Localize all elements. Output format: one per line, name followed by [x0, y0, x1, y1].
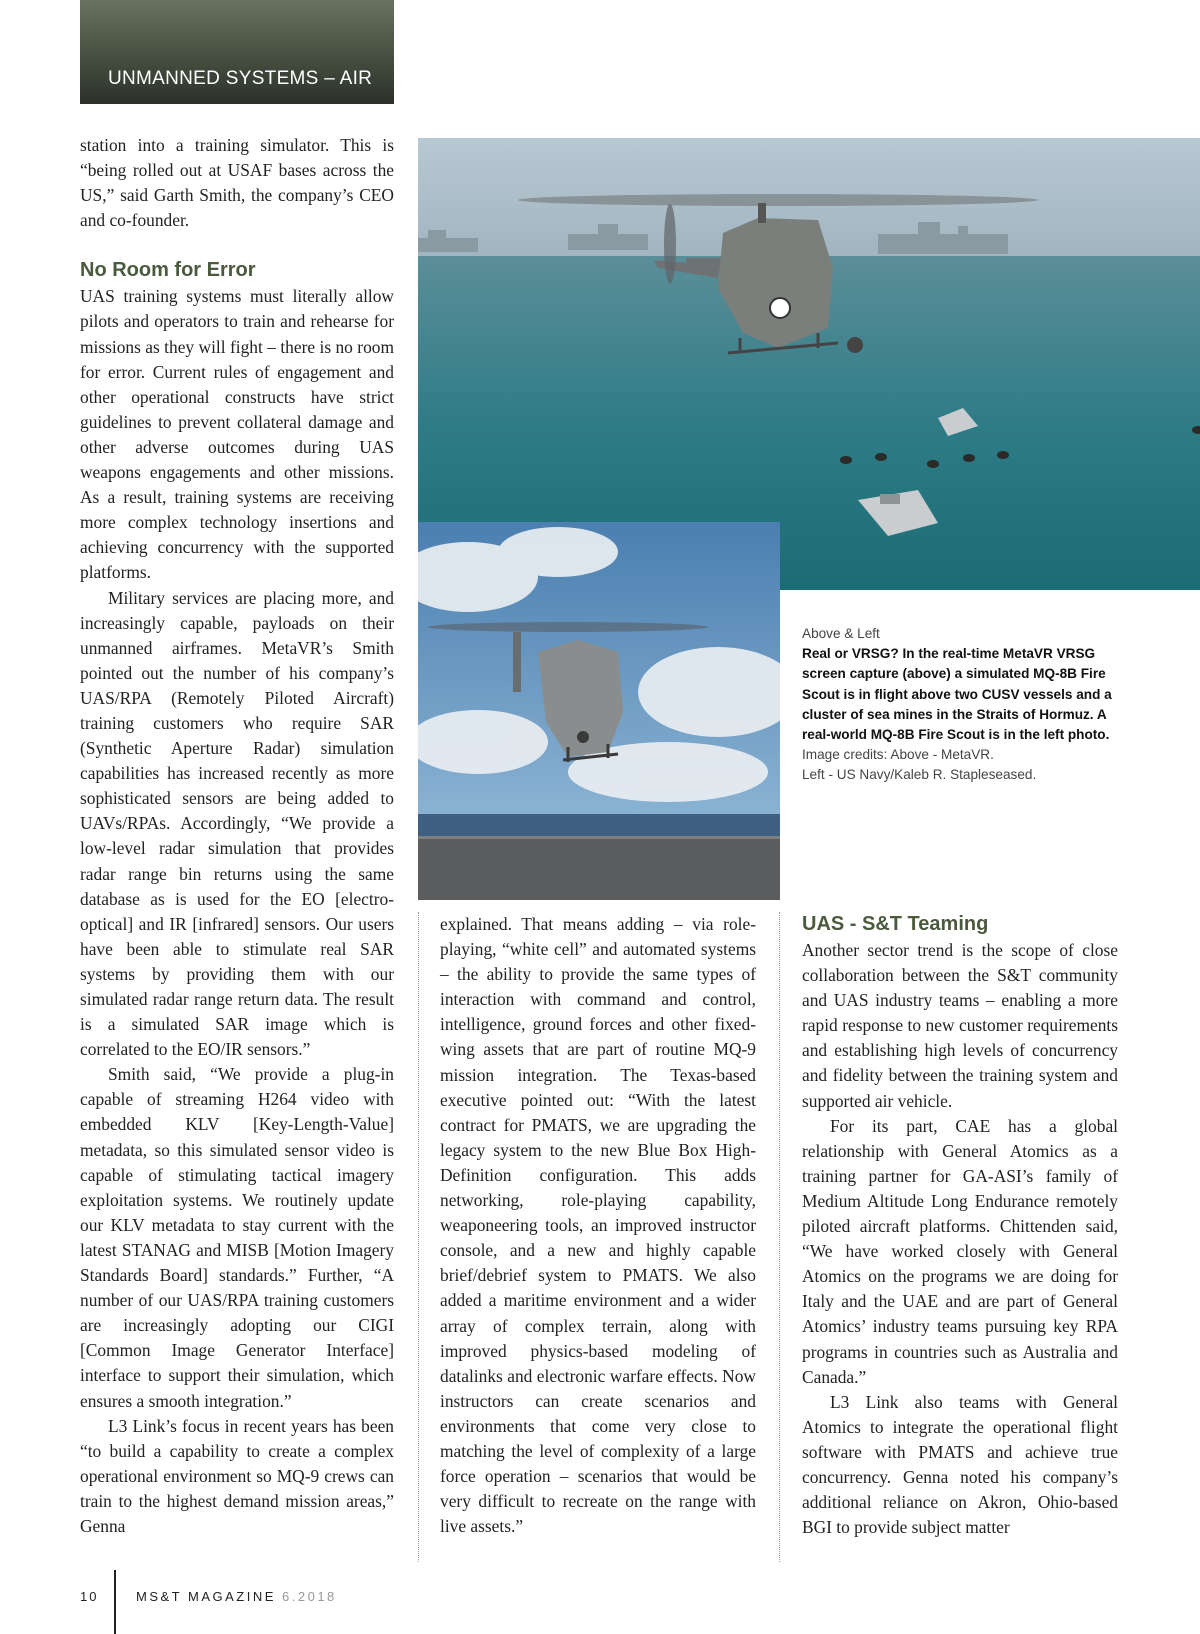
body-paragraph: UAS training systems must literally allow pilots and operators to train and rehearse for missions as they will fight – there is no room for error. Current rules of engagement and other operational constructs have strict guidelines to prevent collateral damage and other adverse outcomes during UAS weapons engagements and other missions. As a result, training systems are receiving more complex technology insertions and achieving concurrency with the supported platforms. [80, 286, 394, 583]
column-divider-right [779, 912, 780, 1562]
body-paragraph: L3 Link also teams with General Atomics to integrate the operational flight software with PMATS and achieve true concurrency. Genna noted his company’s additional reliance on Akron, Ohio-based BGI to provide subject matter [802, 1391, 1118, 1538]
column-divider-left [418, 912, 419, 1562]
left-column [80, 133, 394, 1539]
body-paragraph: Military services are placing more, and increasingly capable, payloads on their unmanned airframes. MetaVR’s Smith pointed out the number of his company’s UAS/RPA (Remotely Piloted Aircraft) training customers who require SAR (Synthetic Aperture Radar) simulation capabilities has increased recently as more sophisticated sensors are being added to UAVs/RPAs. Accordingly, “We provide a low-level radar simulation that provides radar range bin returns using the same database as is used for the EO [electro-optical] and IR [infrared] sensors. Our users have been able to stimulate real SAR systems by providing them with our simulated radar range return data. The result is a simulated SAR image which is correlated to the EO/IR sensors.” [80, 587, 394, 1060]
photo-real-fire-scout [418, 522, 780, 900]
ship-deck [418, 836, 780, 900]
heading-uas-st-teaming: UAS - S&T Teaming [802, 913, 989, 935]
caption-label: Above & Left [802, 626, 880, 641]
intro-paragraph: station into a training simulator. This is “being rolled out at USAF bases across the US,” said Garth Smith, the company’s CEO and co-founder. [80, 135, 394, 231]
caption-credit: Left - US Navy/Kaleb R. Stapleseased. [802, 767, 1037, 783]
body-paragraph: explained. That means adding – via role-playing, “white cell” and automated systems – the ability to provide the same types of interaction with command and control, intelligence, ground forces and other fixed-wing assets that are part of routine MQ-9 mission integration. The Texas-based executive pointed out: “With the latest contract for PMATS, we are upgrading the legacy system to the new Blue Box High-Definition configuration. This adds networking, role-playing capability, weaponeering tools, an improved instructor console, and a new and highly capable brief/debrief system to PMATS. We also added a maritime environment and a wider array of complex terrain, along with improved physics-based modeling of datalinks and electronic warfare effects. Now instructors can create scenarios and environments that come very close to matching the level of complexity of a large force operation – scenarios that would be very difficult to recreate on the range with live assets.” [440, 914, 756, 1537]
section-label: UNMANNED SYSTEMS – AIR [108, 68, 373, 89]
magazine-title: MS&T MAGAZINE [136, 1589, 276, 1604]
page-number: 10 [80, 1589, 99, 1604]
heading-no-room-for-error: No Room for Error [80, 259, 256, 282]
body-paragraph: Smith said, “We provide a plug-in capable of streaming H264 video with embedded KLV [Key-Length-Value] metadata, so this simulated sensor video is capable of stimulating tactical imagery exploitation systems. We routinely update our KLV metadata to stay current with the latest STANAG and MISB [Motion Imagery Standards Board] standards.” Further, “A number of our UAS/RPA training customers are increasingly adopting our CIGI [Common Image Generator Interface] interface to support their simulation, which ensures a smooth integration.” [80, 1064, 394, 1411]
footer-divider [114, 1570, 116, 1634]
photo-caption [802, 624, 1118, 786]
magazine-issue: 6.2018 [282, 1589, 337, 1604]
middle-column [440, 912, 756, 1539]
caption-credit: Image credits: Above - MetaVR. [802, 747, 994, 763]
magazine-name [136, 1589, 337, 1604]
caption-body: Real or VRSG? In the real-time MetaVR VRSG screen capture (above) a simulated MQ-8B Fire Scout is in flight above two CUSV vessels and a cluster of sea mines in the Straits of Hormuz. A real-world MQ-8B Fire Scout is in the left photo. [802, 646, 1112, 743]
body-paragraph: Another sector trend is the scope of close collaboration between the S&T community and UAS industry teams – enabling a more rapid response to new customer requirements and establishing high levels of concurrency and fidelity between the training system and supported air vehicle. [802, 940, 1118, 1111]
section-tab [80, 0, 394, 104]
right-column [802, 912, 1118, 1540]
body-paragraph: L3 Link’s focus in recent years has been “to build a capability to create a complex operational environment so MQ-9 crews can train to the highest demand mission areas,” Genna [80, 1415, 394, 1536]
sea [418, 814, 780, 836]
body-paragraph: For its part, CAE has a global relationship with General Atomics as a training partner for GA-ASI’s family of Medium Altitude Long Endurance remotely piloted aircraft platforms. Chittenden said, “We have worked closely with General Atomics on the programs we are doing for Italy and the UAE and are part of General Atomics’ industry teams pursuing key RPA programs in countries such as Australia and Canada.” [802, 1115, 1118, 1387]
